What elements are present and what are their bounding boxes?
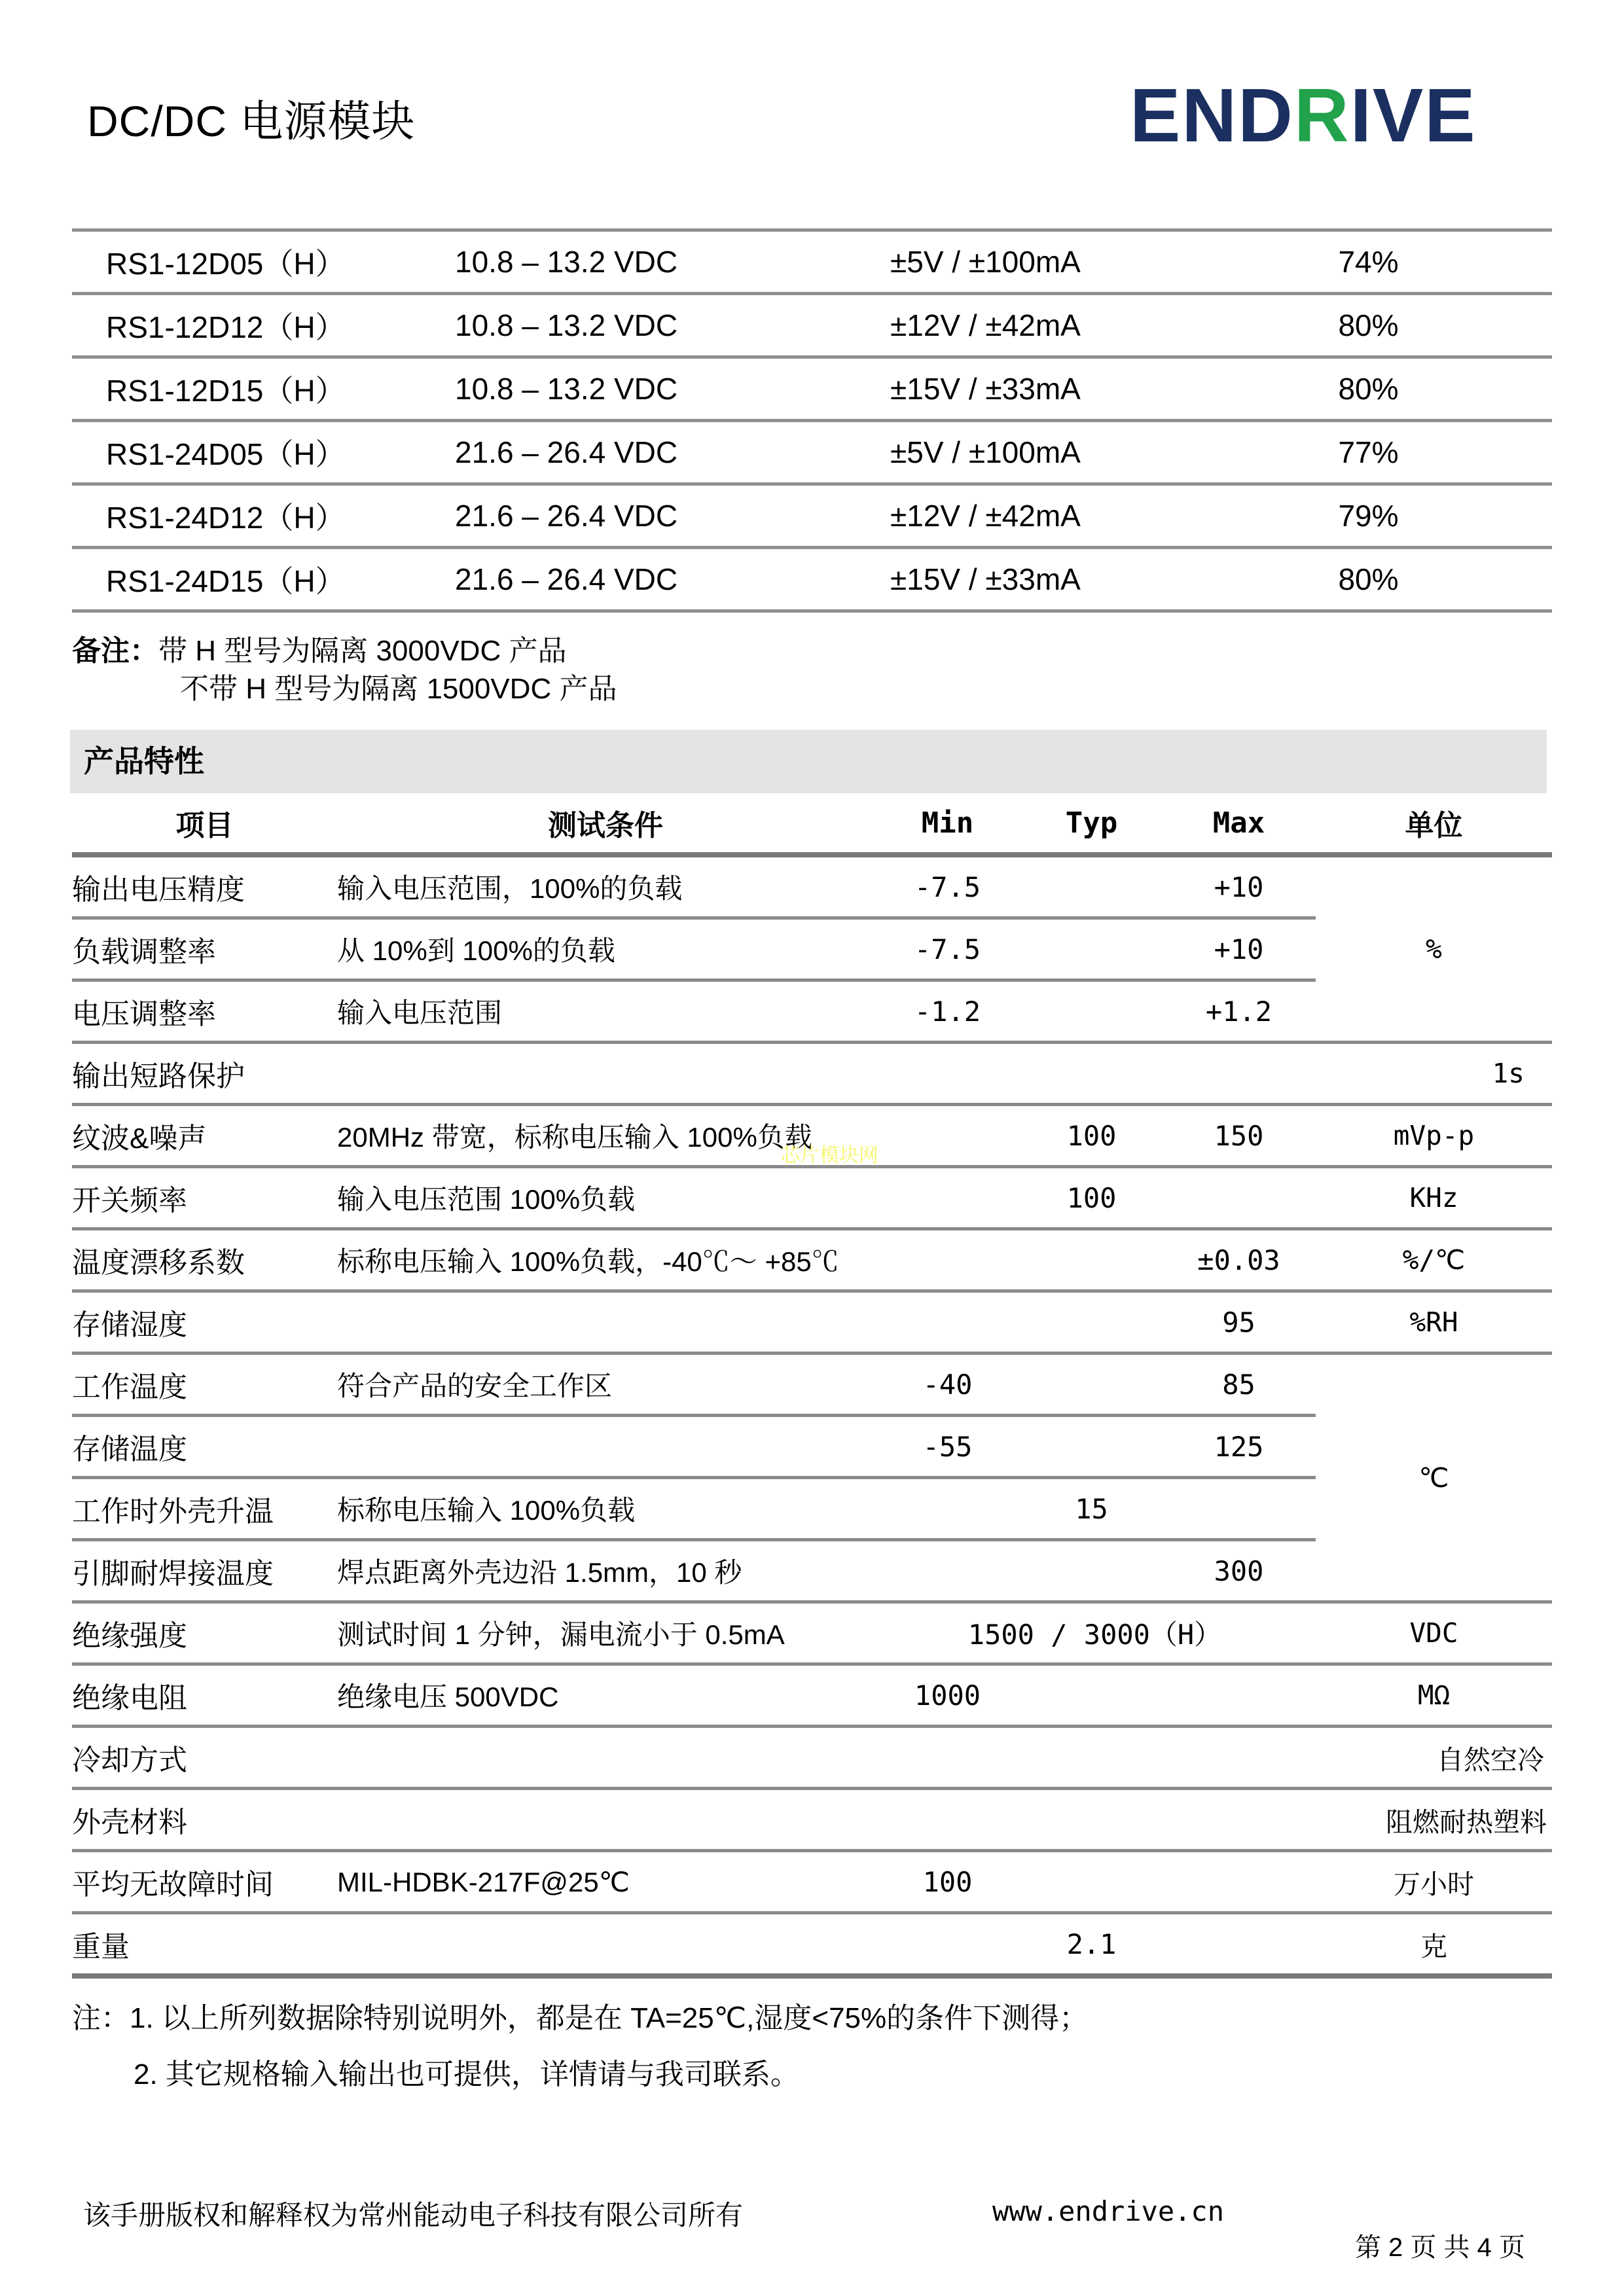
spec-max-cell: 300 [1162,1540,1316,1602]
model-eff-cell: 77% [1338,435,1399,469]
spec-typ-cell [1021,1043,1162,1105]
spec-condition-cell: 标称电压输入 100%负载 [337,1478,874,1540]
spec-condition-cell: 测试时间 1 分钟，漏电流小于 0.5mA [337,1602,874,1664]
spec-header-row [72,793,1552,855]
model-model-cell: RS1-12D15（H） [106,374,346,408]
spec-condition-cell: 输入电压范围 [337,980,874,1043]
spec-condition-cell: 输入电压范围 100%负载 [337,1167,874,1229]
spec-header-max: Max [1162,793,1316,855]
footer-website: www.endrive.cn [992,2195,1225,2227]
logo-part-end: END [1130,73,1294,158]
spec-item-cell: 输出电压精度 [72,855,337,918]
spec-row [72,1043,1552,1105]
spec-header-typ: Typ [1021,793,1162,855]
spec-unit-cell: ℃ [1316,1354,1552,1602]
spec-condition-cell: 焊点距离外壳边沿 1.5mm，10 秒 [337,1540,874,1602]
spec-min-cell [874,1291,1021,1354]
spec-min-cell: 1000 [874,1664,1021,1727]
spec-max-cell: +1.2 [1162,980,1316,1043]
spec-row [72,1602,1552,1664]
remark-line-2: 不带 H 型号为隔离 1500VDC 产品 [180,673,617,705]
spec-min-cell [874,1043,1021,1105]
spec-item-cell: 平均无故障时间 [72,1851,337,1913]
spec-header-min: Min [874,793,1021,855]
spec-condition-cell: 输入电压范围，100%的负载 [337,855,874,918]
spec-min-cell: -40 [874,1354,1021,1416]
model-model-cell: RS1-24D15（H） [106,564,346,598]
model-eff-cell: 80% [1338,308,1399,342]
spec-typ-cell [1021,980,1162,1043]
model-model-cell: RS1-24D05（H） [106,437,346,471]
spec-condition-cell: 标称电压输入 100%负载，-40℃～ +85℃ [337,1229,874,1291]
spec-row [72,1229,1552,1291]
model-output-cell: ±5V / ±100mA [890,245,1081,279]
spec-min-cell [874,1167,1021,1229]
spec-max-cell: +10 [1162,855,1316,918]
spec-row [72,1354,1552,1416]
spec-max-cell [1162,1851,1316,1913]
remark-line-1 [72,632,617,670]
spec-condition-cell [337,1043,874,1105]
spec-unit-cell: VDC [1316,1602,1552,1664]
model-row [72,228,1552,292]
spec-max-cell [1162,1913,1316,1977]
logo-part-ive: IVE [1350,73,1477,158]
spec-typ-cell [1021,1416,1162,1478]
spec-typ-cell [1021,855,1162,918]
spec-unit-cell: % [1316,855,1552,1043]
spec-item-cell: 绝缘电阻 [72,1664,337,1727]
spec-max-cell [1162,1167,1316,1229]
spec-typ-cell [1021,1727,1162,1789]
spec-min-cell [874,1789,1021,1851]
model-eff-cell: 80% [1338,562,1399,596]
model-output-cell: ±12V / ±42mA [890,308,1081,342]
model-output-cell: ±15V / ±33mA [890,372,1081,406]
spec-typ-cell: 2.1 [1021,1913,1162,1977]
spec-typ-cell [1021,1229,1162,1291]
model-output-cell: ±15V / ±33mA [890,562,1081,596]
spec-row [72,1291,1552,1354]
notes-block [72,2000,1088,2093]
spec-min-cell: -7.5 [874,918,1021,980]
spec-item-cell: 存储温度 [72,1416,337,1478]
spec-condition-cell [337,1416,874,1478]
spec-condition-cell [337,1789,874,1851]
logo-part-r: R [1293,73,1350,158]
spec-unit-cell: MΩ [1316,1664,1552,1727]
spec-min-cell: -1.2 [874,980,1021,1043]
spec-item-cell: 负载调整率 [72,918,337,980]
spec-min-cell [874,1105,1021,1167]
note-line-2: 2. 其它规格输入输出也可提供，详情请与我司联系。 [134,2058,799,2090]
spec-min-cell [874,1540,1021,1602]
spec-header-unit: 单位 [1316,793,1552,855]
spec-condition-cell: 从 10%到 100%的负载 [337,918,874,980]
spec-min-cell [874,1229,1021,1291]
spec-item-cell: 工作时外壳升温 [72,1478,337,1540]
spec-row [72,1664,1552,1727]
model-input-cell: 10.8 – 13.2 VDC [455,308,678,342]
spec-typ-cell: 15 [1021,1478,1162,1540]
spec-max-cell [1162,1664,1316,1727]
page-title: DC/DC 电源模块 [87,97,416,145]
model-eff-cell: 74% [1338,245,1399,279]
spec-min-cell: -7.5 [874,855,1021,918]
spec-max-cell: 125 [1162,1416,1316,1478]
spec-typ-cell [1021,1354,1162,1416]
spec-unit-cell: 克 [1316,1913,1552,1977]
spec-unit-cell: KHz [1316,1167,1552,1229]
spec-max-cell [1162,1789,1316,1851]
spec-max-cell: 95 [1162,1291,1316,1354]
spec-condition-cell [337,1727,874,1789]
spec-item-cell: 外壳材料 [72,1789,337,1851]
spec-min-cell [874,1913,1021,1977]
spec-table [72,793,1552,1979]
model-output-cell: ±5V / ±100mA [890,435,1081,469]
spec-span-value-cell: 1500 / 3000（H） [874,1602,1316,1664]
spec-unit-cell: 1s [1316,1043,1552,1105]
spec-typ-cell [1021,1664,1162,1727]
spec-item-cell: 温度漂移系数 [72,1229,337,1291]
spec-condition-cell: 20MHz 带宽，标称电压输入 100%负载 [337,1105,874,1167]
spec-typ-cell [1021,1789,1162,1851]
endrive-logo [1130,73,1477,158]
model-model-cell: RS1-24D12（H） [106,501,346,535]
spec-condition-cell [337,1291,874,1354]
spec-max-cell [1162,1043,1316,1105]
spec-row [72,1167,1552,1229]
spec-item-cell: 工作温度 [72,1354,337,1416]
spec-unit-cell: 万小时 [1316,1851,1552,1913]
footer-copyright: 该手册版权和解释权为常州能动电子科技有限公司所有 [83,2200,744,2231]
spec-item-cell: 存储湿度 [72,1291,337,1354]
model-row [72,482,1552,546]
spec-unit-cell: 自然空冷 [1316,1727,1552,1789]
spec-max-cell: 85 [1162,1354,1316,1416]
spec-item-cell: 电压调整率 [72,980,337,1043]
spec-typ-cell: 100 [1021,1105,1162,1167]
spec-item-cell: 冷却方式 [72,1727,337,1789]
spec-max-cell [1162,1727,1316,1789]
spec-typ-cell [1021,1540,1162,1602]
spec-item-cell: 重量 [72,1913,337,1977]
model-model-cell: RS1-12D05（H） [106,247,346,281]
spec-row [72,855,1552,918]
spec-max-cell [1162,1478,1316,1540]
remark-label: 备注： [72,635,158,667]
spec-max-cell: ±0.03 [1162,1229,1316,1291]
model-row [72,546,1552,609]
spec-unit-cell: %/℃ [1316,1229,1552,1291]
spec-min-cell: 100 [874,1851,1021,1913]
spec-max-cell: +10 [1162,918,1316,980]
spec-condition-cell: 符合产品的安全工作区 [337,1354,874,1416]
spec-item-cell: 引脚耐焊接温度 [72,1540,337,1602]
spec-row [72,1913,1552,1977]
spec-typ-cell [1021,1851,1162,1913]
model-input-cell: 10.8 – 13.2 VDC [455,245,678,279]
spec-unit-cell: mVp-p [1316,1105,1552,1167]
spec-header-item: 项目 [72,793,337,855]
spec-row [72,1851,1552,1913]
spec-table-body [72,793,1552,1976]
spec-item-cell: 输出短路保护 [72,1043,337,1105]
spec-item-cell: 纹波&噪声 [72,1105,337,1167]
remark-text-1: 带 H 型号为隔离 3000VDC 产品 [158,635,567,667]
model-eff-cell: 79% [1338,499,1399,533]
model-input-cell: 21.6 – 26.4 VDC [455,499,678,533]
spec-row [72,1789,1552,1851]
model-input-cell: 21.6 – 26.4 VDC [455,435,678,469]
spec-unit-cell: 阻燃耐热塑料 [1316,1789,1552,1851]
spec-min-cell [874,1727,1021,1789]
model-model-cell: RS1-12D12（H） [106,310,346,344]
spec-typ-cell [1021,1291,1162,1354]
model-eff-cell: 80% [1338,372,1399,406]
spec-condition-cell: MIL-HDBK-217F@25℃ [337,1851,874,1913]
model-input-cell: 21.6 – 26.4 VDC [455,562,678,596]
spec-typ-cell [1021,918,1162,980]
spec-condition-cell: 绝缘电压 500VDC [337,1664,874,1727]
watermark-text: 芯片模块网 [780,1145,878,1166]
remark-block [72,632,617,708]
spec-item-cell: 绝缘强度 [72,1602,337,1664]
spec-min-cell: -55 [874,1416,1021,1478]
model-row [72,292,1552,355]
models-table [72,228,1552,613]
note-line-1: 注：1. 以上所列数据除特别说明外，都是在 TA=25℃,湿度<75%的条件下测得； [72,2002,1089,2034]
spec-item-cell: 开关频率 [72,1167,337,1229]
spec-max-cell: 150 [1162,1105,1316,1167]
spec-condition-cell [337,1913,874,1977]
model-output-cell: ±12V / ±42mA [890,499,1081,533]
section-header-product-characteristics: 产品特性 [70,730,1547,793]
spec-typ-cell: 100 [1021,1167,1162,1229]
spec-min-cell [874,1478,1021,1540]
model-input-cell: 10.8 – 13.2 VDC [455,372,678,406]
spec-header-condition: 测试条件 [337,793,874,855]
footer-page-number: 第 2 页 共 4 页 [1354,2233,1525,2262]
spec-row [72,1727,1552,1789]
spec-unit-cell: %RH [1316,1291,1552,1354]
model-row [72,355,1552,419]
model-row [72,419,1552,482]
